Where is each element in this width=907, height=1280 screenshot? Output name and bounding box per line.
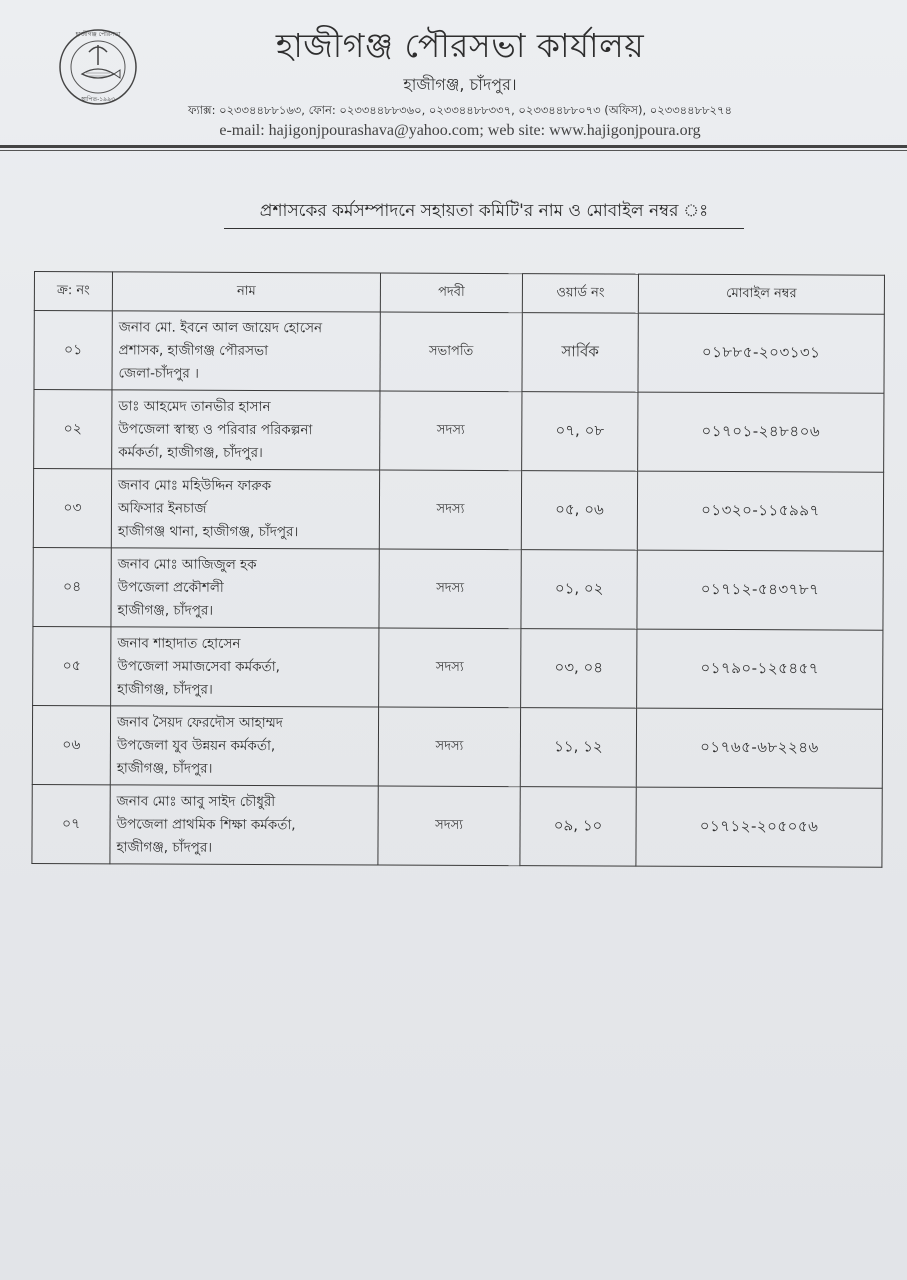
document-heading: প্রশাসকের কর্মসম্পাদনে সহায়তা কমিটি'র নাম ও মোবাইল নম্বর ঃ xyxy=(224,198,744,229)
serial-cell: ০৪ xyxy=(33,547,111,626)
serial-cell: ০৬ xyxy=(32,705,110,784)
name-line: জনাব মোঃ আবু সাইদ চৌধুরী xyxy=(116,792,276,810)
designation-cell: সদস্য xyxy=(379,628,521,708)
office-title: হাজীগঞ্জ পৌরসভা কার্যালয় xyxy=(275,26,645,65)
ward-cell: ০৭, ০৮ xyxy=(522,392,638,472)
ward-cell: ০৩, ০৪ xyxy=(521,629,637,709)
mobile-cell: ০১৭০১-২৪৮৪০৬ xyxy=(638,392,884,472)
designation-cell: সভাপতি xyxy=(380,312,522,392)
name-line: ডাঃ আহমেদ তানভীর হাসান xyxy=(118,397,271,415)
mobile-cell: ০১৭১২-২০৫০৫৬ xyxy=(636,787,882,867)
designation-cell: সদস্য xyxy=(380,391,522,471)
table-header-row xyxy=(34,272,884,315)
ward-cell: ০১, ০২ xyxy=(521,550,637,630)
name-line: জনাব মোঃ আজিজুল হক xyxy=(117,555,257,573)
column-header-name: নাম xyxy=(112,272,380,312)
column-header-mobile: মোবাইল নম্বর xyxy=(638,274,884,314)
designation-cell: সদস্য xyxy=(378,707,520,787)
designation-cell: সদস্য xyxy=(379,549,521,629)
name-cell xyxy=(112,311,380,391)
name-line: জনাব সৈয়দ ফেরদৌস আহাম্মদ xyxy=(116,713,283,731)
name-line: হাজীগঞ্জ, চাঁদপুর। xyxy=(117,601,214,619)
name-line: উপজেলা প্রকৌশলী xyxy=(117,578,224,596)
name-line: জনাব শাহাদাত হোসেন xyxy=(117,634,241,652)
table-row xyxy=(32,784,882,867)
ward-cell: ০৫, ০৬ xyxy=(521,471,637,551)
office-address: হাজীগঞ্জ, চাঁদপুর। xyxy=(403,75,517,94)
name-line: উপজেলা স্বাস্থ্য ও পরিবার পরিকল্পনা xyxy=(118,420,313,438)
serial-cell: ০৩ xyxy=(33,469,111,548)
ward-cell: ১১, ১২ xyxy=(520,708,636,788)
name-line: অফিসার ইনচার্জ xyxy=(117,499,207,517)
name-cell xyxy=(111,548,379,628)
table-row xyxy=(33,547,883,630)
serial-cell: ০১ xyxy=(34,311,112,390)
table-row xyxy=(32,705,882,788)
name-cell xyxy=(111,469,379,549)
name-line: হাজীগঞ্জ, চাঁদপুর। xyxy=(117,680,213,698)
serial-cell: ০৭ xyxy=(32,784,110,863)
name-cell xyxy=(111,627,379,707)
committee-table xyxy=(31,271,885,868)
serial-cell: ০২ xyxy=(34,390,112,469)
table-row xyxy=(34,390,884,473)
name-cell xyxy=(110,706,378,786)
serial-cell: ০৫ xyxy=(33,626,111,705)
mobile-cell: ০১৭৬৫-৬৮২২৪৬ xyxy=(636,708,882,788)
column-header-designation: পদবী xyxy=(380,273,522,313)
name-line: প্রশাসক, হাজীগঞ্জ পৌরসভা xyxy=(118,341,269,359)
ward-cell: সার্বিক xyxy=(522,313,638,393)
name-line: হাজীগঞ্জ থানা, হাজীগঞ্জ, চাঁদপুর। xyxy=(117,522,299,540)
table-row xyxy=(33,469,883,552)
name-line: কর্মকর্তা, হাজীগঞ্জ, চাঁদপুর। xyxy=(118,443,263,461)
name-cell xyxy=(112,390,380,470)
name-line: উপজেলা প্রাথমিক শিক্ষা কর্মকর্তা, xyxy=(116,815,296,833)
column-header-serial: ক্র: নং xyxy=(34,272,112,311)
name-line: জনাব মোঃ মহিউদ্দিন ফারুক xyxy=(118,476,272,494)
name-line: হাজীগঞ্জ, চাঁদপুর। xyxy=(116,759,213,777)
name-line: হাজীগঞ্জ, চাঁদপুর। xyxy=(116,838,213,856)
name-line: জনাব মো. ইবনে আল জায়েদ হোসেন xyxy=(118,318,323,336)
seal-year-text: স্থাপিত-১৯৯৩ xyxy=(81,96,115,103)
header-divider-thick xyxy=(0,145,907,148)
header-divider-thin xyxy=(0,150,907,151)
designation-cell: সদস্য xyxy=(379,470,521,550)
mobile-cell: ০১৮৮৫-২০৩১৩১ xyxy=(638,313,884,393)
municipality-seal-icon xyxy=(58,28,138,106)
email-website-line: e-mail: hajigonjpourashava@yahoo.com; web site: www.hajigonjpoura.org xyxy=(219,122,701,139)
column-header-ward: ওয়ার্ড নং xyxy=(522,274,638,314)
ward-cell: ০৯, ১০ xyxy=(520,787,636,867)
table-row xyxy=(34,311,884,394)
designation-cell: সদস্য xyxy=(378,786,520,866)
name-line: উপজেলা যুব উন্নয়ন কর্মকর্তা, xyxy=(116,736,276,754)
mobile-cell: ০১৭১২-৫৪৩৭৮৭ xyxy=(637,550,883,630)
mobile-cell: ০১৩২০-১১৫৯৯৭ xyxy=(637,471,883,551)
name-cell xyxy=(110,785,378,865)
table-row xyxy=(33,626,883,709)
mobile-cell: ০১৭৯০-১২৫৪৫৭ xyxy=(637,629,883,709)
name-line: উপজেলা সমাজসেবা কর্মকর্তা, xyxy=(117,657,280,675)
seal-title-text: হাজীগঞ্জ পৌরসভা xyxy=(75,31,121,38)
name-line: জেলা-চাঁদপুর । xyxy=(118,364,199,382)
contact-numbers: ফ্যাক্স: ০২৩৩৪৪৮৮১৬৩, ফোন: ০২৩৩৪৪৮৮৩৬০, ০২৩৩৪৪৮৮৩৩৭, ০২৩৩৪৪৮৮০৭৩ (অফিস), ০২৩৩৪৪৮৮২৭৪ xyxy=(188,103,732,117)
